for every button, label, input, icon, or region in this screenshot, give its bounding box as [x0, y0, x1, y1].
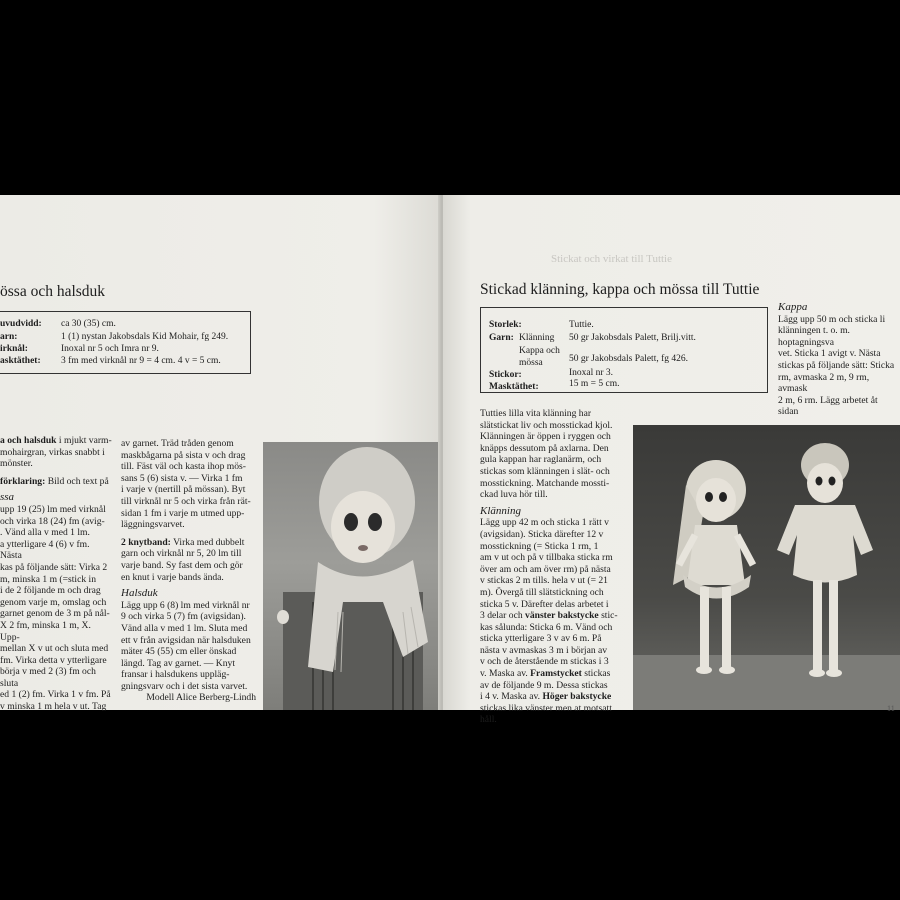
spec-value: 50 gr Jakobsdals Palett, fg 426. [569, 354, 689, 364]
spec-label: Stickor: [489, 370, 522, 380]
doll-hat-scarf-photo [263, 442, 440, 710]
spec-sublabel: mössa [519, 358, 543, 368]
section-heading-klanning: Klänning [480, 504, 521, 517]
model-credit: Modell Alice Berberg-Lindh [146, 692, 256, 704]
left-text-column-1: a och halsduk i mjukt varm- mohairgran, virkas snabbt i mönster. förklaring: Bild och text på ssa upp 19 (25) lm med virknål och virka 18 (24) fm (avig- . Vänd alla v med 1 lm. a ytterligare 4 (6) v fm. Nästa kas på följande sätt: Virka 2 m, minska 1 m (=stick in i de 2 följande m och drag genom varje m, omslag och garnet genom de 3 m på nål- X 2 fm, minska 1 m, X. Upp- mellan X v ut och sluta med fm. Virka detta v ytterligare börja v med 2 (3) fm och sluta ed 1 (2) fm. Virka 1 v fm. På v minska 1 m hela v ut. Tag [0, 435, 112, 713]
left-spec-row: uvudvidd: [0, 319, 42, 329]
left-page [0, 195, 440, 713]
spec-value: 15 m = 5 cm. [569, 379, 620, 389]
faint-show-through-header: Stickat och virkat till Tuttie [551, 253, 672, 265]
right-page [443, 195, 900, 726]
spec-label: Storlek: [489, 320, 522, 330]
spec-value: Tuttie. [569, 320, 594, 330]
left-page-title: össa och halsduk [0, 283, 106, 300]
spec-value: 50 gr Jakobsdals Palett, Brilj.vitt. [569, 333, 696, 343]
right-page-title: Stickad klänning, kappa och mössa till Tuttie [480, 281, 760, 298]
left-spec-row: asktäthet: [0, 356, 41, 366]
left-spec-value: Inoxal nr 5 och Imra nr 9. [61, 344, 159, 354]
left-spec-row: arn: [0, 332, 18, 342]
doll-illustration [263, 442, 440, 710]
spec-sublabel: Kappa och [519, 346, 560, 356]
section-heading-halsduk: Halsduk [121, 587, 158, 600]
two-dolls-illustration [633, 425, 900, 710]
spec-label: Masktäthet: [489, 382, 539, 392]
left-spec-row: irknål: [0, 344, 28, 354]
left-spec-value: 1 (1) nystan Jakobsdals Kid Mohair, fg 249. [61, 332, 229, 342]
section-heading-kappa: Kappa [778, 301, 808, 313]
spec-sublabel: Klänning [519, 333, 555, 343]
dolls-dress-coat-photo [633, 425, 900, 710]
section-heading-mossa: ssa [0, 491, 15, 504]
right-text-column: Tutties lilla vita klänning har slätstickat liv och mosstickad kjol. Klänningen är öppen i ryggen och knäpps dessutom på axlarna. Den gula kappan har raglanärm, och stickas som klänningen i slät- och mosstickning. Matchande mossti- ckad luva hör till. Klänning Lägg upp 42 m och sticka 1 rätt v (avigsidan). Sticka därefter 12 v mosstickning (= Sticka 1 rm, 1 am v ut och på v tillbaka sticka rm över am och am över rm) på nästa v stickas 2 m tills. hela v ut (= 21 m). Övergå till slätstickning och sticka 5 v. Därefter delas arbetet i 3 delar och vänster bakstycke stic- kas sålunda: Sticka 6 m. Vänd och sticka ytterligare 3 v av 6 m. På nästa v avmaskas 3 m i början av v och de återstående m stickas i 3 v. Maska av. Framstycket stickas av de följande 9 m. Dessa stickas i 4 v. Maska av. Höger bakstycke stickas lika vänster men at motsatt håll. [480, 408, 628, 710]
page-number: 11 [887, 704, 895, 713]
spec-label: Garn: [489, 333, 514, 343]
kappa-column: Kappa Lägg upp 50 m och sticka li klänningen t. o. m. hoptagningsva vet. Sticka 1 avigt v. Nästa stickas på följande sätt: Sticka rm, avmaska 2 m, 9 rm, avmask 2 m, 6 rm. Lägg arbetet åt sidan [778, 302, 900, 402]
spec-value: Inoxal nr 3. [569, 368, 614, 378]
left-text-column-2: av garnet. Träd tråden genom maskbågarna på sista v och drag till. Fäst väl och kasta ihop mös- sans 5 (6) sista v. — Virka 1 fm i varje v (nertill på mössan). Byt till virknål nr 5 och virka från rät- sidan 1 fm i varje m utmed upp- läggningsvarvet. 2 knytband: Virka med dubbelt garn och virknål nr 5, 20 lm till varje band. Sy fast dem och gör en knut i varje bands ända. Halsduk Lägg upp 6 (8) lm med virknål nr 9 och virka 5 (7) fm (avigsidan). Vänd alla v med 1 lm. Sluta med ett v från avigsidan när halsduken mäter 45 (55) cm eller önskad längd. Tag av garnet. — Knyt fransar i halsdukens uppläg- gningsvarv och i det sista varvet. Modell Alice Berberg-Lindh [121, 438, 256, 704]
left-spec-value: ca 30 (35) cm. [61, 319, 116, 329]
left-spec-value: 3 fm med virknål nr 9 = 4 cm. 4 v = 5 cm. [61, 356, 221, 366]
